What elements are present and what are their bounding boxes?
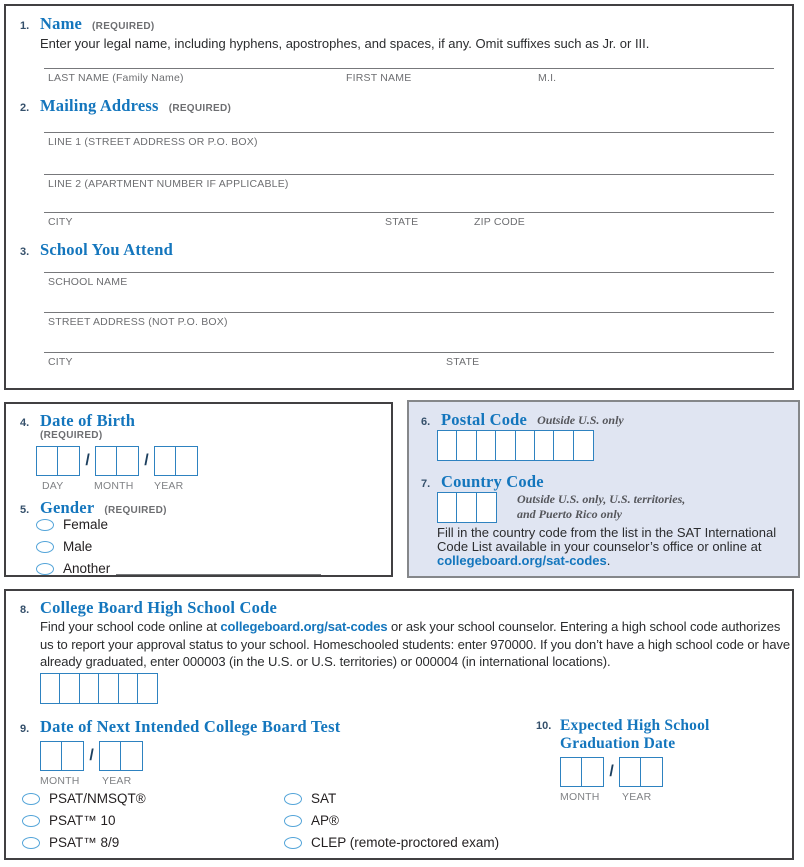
address-line1-label: LINE 1 (STREET ADDRESS OR P.O. BOX): [48, 136, 258, 148]
city-label: CITY: [48, 216, 73, 228]
hs-code-cell[interactable]: [79, 673, 100, 704]
dob-slash: /: [144, 452, 149, 469]
test-option-label: PSAT™ 8/9: [49, 835, 120, 850]
test-option-psat-89[interactable]: [22, 835, 119, 850]
gender-option-label: Female: [63, 517, 109, 532]
middle-initial-label: M.I.: [538, 72, 557, 84]
hs-code-instructions: [40, 618, 792, 671]
test-option-psat-nmsqt[interactable]: [22, 791, 146, 806]
country-code-cell[interactable]: [437, 492, 458, 523]
test-option-clep[interactable]: [284, 835, 499, 850]
next-test-month-cell[interactable]: [40, 741, 63, 771]
school-name-write-line[interactable]: [44, 272, 774, 288]
codes-and-tests-panel: [4, 589, 794, 860]
postal-code-cell[interactable]: [456, 430, 477, 461]
address-line2-label: LINE 2 (APARTMENT NUMBER IF APPLICABLE): [48, 178, 289, 190]
hs-code-instructions-text: Find your school code online at: [40, 619, 221, 634]
required-tag-gender: (REQUIRED): [104, 505, 167, 516]
graduation-slash: /: [609, 763, 614, 780]
school-street-write-line[interactable]: [44, 312, 774, 328]
name-write-line[interactable]: [44, 68, 774, 84]
section-number-dob: 4.: [20, 417, 30, 429]
next-test-month-cell[interactable]: [61, 741, 84, 771]
school-city-state-write-line[interactable]: [44, 352, 774, 368]
gender-option-another[interactable]: [36, 561, 321, 576]
section-number-graduation: 10.: [536, 720, 552, 732]
country-code-cell[interactable]: [456, 492, 477, 523]
next-test-date-input: [40, 741, 143, 771]
dob-month-label: MONTH: [94, 480, 134, 492]
required-tag-name: (REQUIRED): [92, 21, 155, 32]
gender-option-female[interactable]: [36, 517, 108, 532]
section-title-hs-code: College Board High School Code: [40, 598, 278, 617]
bubble-icon[interactable]: [22, 837, 40, 849]
sat-codes-link[interactable]: collegeboard.org/sat-codes: [220, 619, 388, 634]
section-number-hs-code: 8.: [20, 604, 30, 616]
country-code-instructions-text: Fill in the country code from the list in the SAT International Code List available in your counselor’s office or online at: [437, 525, 777, 554]
dob-day-label: DAY: [42, 480, 64, 492]
dob-month-cells: [95, 446, 139, 476]
postal-code-cells: [437, 430, 594, 461]
country-code-note: [517, 492, 685, 522]
graduation-year-label: YEAR: [622, 791, 652, 803]
gender-another-write-line[interactable]: [116, 562, 321, 575]
school-state-label: STATE: [446, 356, 480, 368]
section-number-postal: 6.: [421, 416, 431, 428]
country-code-cell[interactable]: [476, 492, 497, 523]
section-title-mailing: Mailing Address: [40, 96, 159, 115]
section-number-name: 1.: [20, 20, 30, 32]
dob-slash: /: [85, 452, 90, 469]
address-city-state-zip-write-line[interactable]: [44, 212, 774, 228]
section-number-school: 3.: [20, 246, 30, 258]
dob-day-cell[interactable]: [36, 446, 59, 476]
bubble-icon[interactable]: [22, 815, 40, 827]
bubble-icon[interactable]: [22, 793, 40, 805]
section-title-graduation-line1: Expected High School: [560, 717, 710, 734]
country-code-note-line1: Outside U.S. only, U.S. territories,: [517, 492, 686, 506]
section-title-name: Name: [40, 14, 83, 33]
section-title-school: School You Attend: [40, 240, 173, 259]
school-name-label: SCHOOL NAME: [48, 276, 128, 288]
address-line2-write-line[interactable]: [44, 174, 774, 190]
graduation-year-cell[interactable]: [640, 757, 663, 787]
next-test-month-cells: [40, 741, 84, 771]
test-option-label: PSAT/NMSQT®: [49, 791, 146, 806]
country-code-cells: [437, 492, 497, 523]
test-option-label: PSAT™ 10: [49, 813, 116, 828]
dob-day-cells: [36, 446, 80, 476]
graduation-month-label: MONTH: [560, 791, 600, 803]
school-city-label: CITY: [48, 356, 73, 368]
next-test-month-label: MONTH: [40, 775, 80, 787]
test-option-label: AP®: [311, 813, 339, 828]
next-test-year-label: YEAR: [102, 775, 132, 787]
section-title-postal: Postal Code: [441, 410, 528, 429]
dob-month-cell[interactable]: [116, 446, 139, 476]
country-code-instructions: [437, 526, 789, 568]
postal-code-cell[interactable]: [476, 430, 497, 461]
graduation-month-cells: [560, 757, 604, 787]
required-tag-mailing: (REQUIRED): [168, 103, 232, 114]
postal-code-cell[interactable]: [495, 430, 516, 461]
dob-input: [36, 446, 198, 476]
hs-code-cells: [40, 673, 158, 704]
graduation-month-cell[interactable]: [581, 757, 604, 787]
name-address-school-panel: [4, 4, 794, 390]
bubble-icon[interactable]: [36, 519, 54, 531]
test-option-label: CLEP (remote-proctored exam): [311, 835, 500, 850]
section-title-dob: Date of Birth: [40, 411, 136, 430]
postal-code-note: Outside U.S. only: [537, 413, 624, 427]
gender-option-label: Another: [63, 561, 111, 576]
bubble-icon[interactable]: [36, 563, 54, 575]
school-street-label: STREET ADDRESS (NOT P.O. BOX): [48, 316, 228, 328]
country-code-instructions-period: .: [606, 553, 611, 568]
international-codes-panel: [407, 400, 800, 578]
test-option-label: SAT: [311, 791, 337, 806]
next-test-slash: /: [89, 747, 94, 764]
next-test-year-cell[interactable]: [120, 741, 143, 771]
section-title-country: Country Code: [441, 472, 544, 491]
dob-day-cell[interactable]: [57, 446, 80, 476]
section-title-gender: Gender: [40, 498, 95, 517]
section-number-country: 7.: [421, 478, 431, 490]
graduation-date-input: [560, 757, 663, 787]
zip-code-label: ZIP CODE: [474, 216, 525, 228]
dob-year-cells: [154, 446, 198, 476]
section-number-gender: 5.: [20, 504, 30, 516]
name-instructions: Enter your legal name, including hyphens, apostrophes, and spaces, if any. Omit suffixes such as Jr. or III.: [40, 36, 650, 51]
postal-code-cell[interactable]: [534, 430, 555, 461]
address-line1-write-line[interactable]: [44, 132, 774, 148]
state-label: STATE: [385, 216, 419, 228]
country-code-note-line2: and Puerto Rico only: [517, 507, 623, 521]
bubble-icon[interactable]: [284, 793, 302, 805]
test-option-psat-10[interactable]: [22, 813, 116, 828]
graduation-year-cell[interactable]: [619, 757, 642, 787]
postal-code-cell[interactable]: [515, 430, 536, 461]
dob-gender-panel: [4, 402, 393, 577]
section-title-next-test: Date of Next Intended College Board Test: [40, 717, 341, 736]
hs-code-cell[interactable]: [59, 673, 80, 704]
gender-option-male[interactable]: [36, 539, 92, 554]
section-number-next-test: 9.: [20, 723, 30, 735]
postal-code-cell[interactable]: [573, 430, 594, 461]
bubble-icon[interactable]: [284, 815, 302, 827]
last-name-label: LAST NAME (Family Name): [48, 72, 184, 84]
dob-year-label: YEAR: [154, 480, 184, 492]
bubble-icon[interactable]: [36, 541, 54, 553]
first-name-label: FIRST NAME: [346, 72, 412, 84]
test-option-ap[interactable]: [284, 813, 339, 828]
bubble-icon[interactable]: [284, 837, 302, 849]
sat-codes-link[interactable]: collegeboard.org/sat-codes: [437, 553, 607, 568]
section-title-graduation-line2: Graduation Date: [560, 735, 676, 752]
hs-code-cell[interactable]: [118, 673, 139, 704]
section-number-mailing: 2.: [20, 102, 30, 114]
hs-code-cell[interactable]: [98, 673, 119, 704]
hs-code-instructions-rest: or ask your school counselor. Entering a high school code authorizes us to report your approval status to your school. Homeschooled students: enter 970000. If you don’t have a high school code or have already graduated, enter 000003 (in the U.S. or U.S. territories) or 000004 (in international locations).: [40, 619, 791, 669]
postal-code-cell[interactable]: [553, 430, 574, 461]
graduation-month-cell[interactable]: [560, 757, 583, 787]
gender-option-label: Male: [63, 539, 93, 554]
dob-year-cell[interactable]: [175, 446, 198, 476]
hs-code-cell[interactable]: [137, 673, 158, 704]
graduation-year-cells: [619, 757, 663, 787]
postal-code-cell[interactable]: [437, 430, 458, 461]
test-option-sat[interactable]: [284, 791, 336, 806]
dob-year-cell[interactable]: [154, 446, 177, 476]
next-test-year-cell[interactable]: [99, 741, 122, 771]
required-tag-dob: (REQUIRED): [40, 430, 103, 441]
next-test-year-cells: [99, 741, 143, 771]
dob-month-cell[interactable]: [95, 446, 118, 476]
hs-code-cell[interactable]: [40, 673, 61, 704]
